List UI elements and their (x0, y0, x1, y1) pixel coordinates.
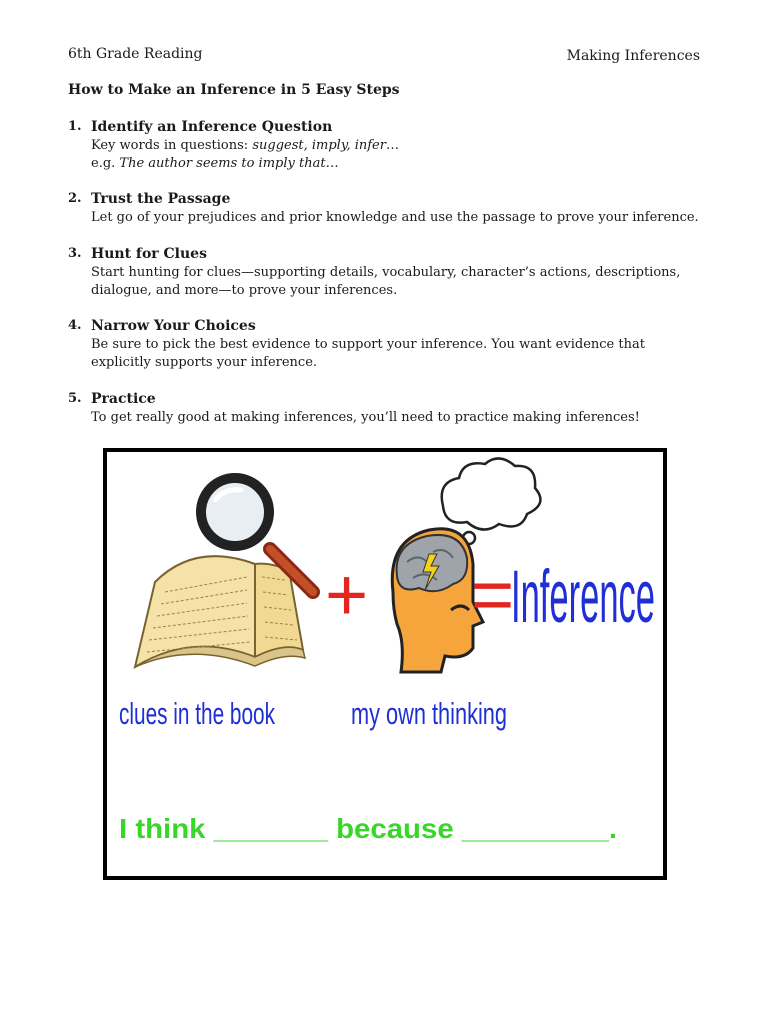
step-body: explicitly supports your inference. (91, 355, 318, 370)
step-text: e.g. (91, 156, 120, 171)
header-course: 6th Grade Reading (68, 46, 203, 62)
step-heading: Narrow Your Choices (91, 318, 256, 334)
document-title: How to Make an Inference in 5 Easy Steps (68, 82, 400, 98)
clues-caption: clues in the book (119, 696, 276, 731)
step-number: 5. (68, 391, 82, 406)
step-3 (68, 245, 708, 301)
step-heading: Identify an Inference Question (91, 119, 333, 135)
step-4 (68, 317, 708, 373)
inference-label: Inference (511, 555, 655, 638)
step-number: 1. (68, 119, 82, 134)
thinking-head-icon (392, 529, 483, 672)
step-heading: Trust the Passage (91, 191, 231, 207)
thinking-caption: my own thinking (351, 696, 507, 731)
step-body: dialogue, and more—to prove your inferences. (91, 283, 398, 298)
step-number: 4. (68, 318, 82, 333)
step-number: 3. (68, 246, 82, 261)
step-body: Let go of your prejudices and prior knowledge and use the passage to prove your inference. (91, 209, 699, 225)
step-body: Start hunting for clues—supporting details, vocabulary, character’s actions, descriptions, (91, 264, 681, 280)
step-line (91, 155, 708, 174)
open-book-icon (135, 556, 305, 667)
step-body: Be sure to pick the best evidence to support your inference. You want evidence that (91, 336, 645, 352)
step-number: 2. (68, 191, 82, 206)
step-body: To get really good at making inferences, you’ll need to practice making inferences! (91, 409, 640, 425)
step-2 (68, 190, 708, 227)
plus-sign: + (325, 553, 369, 636)
header-topic: Making Inferences (566, 48, 700, 64)
equals-sign: = (471, 553, 515, 636)
sentence-frame: I think _______ because _________. (119, 813, 617, 844)
step-italic-text: The author seems to imply that… (119, 156, 339, 171)
step-heading: Practice (91, 391, 156, 407)
step-text: Key words in questions: (91, 137, 253, 153)
inference-illustration (103, 448, 667, 880)
step-line (91, 137, 708, 156)
step-1 (68, 118, 708, 174)
illustration-canvas (107, 452, 663, 876)
step-heading: Hunt for Clues (91, 246, 207, 262)
step-5 (68, 390, 708, 427)
step-italic-text: suggest, imply, infer… (252, 137, 399, 153)
